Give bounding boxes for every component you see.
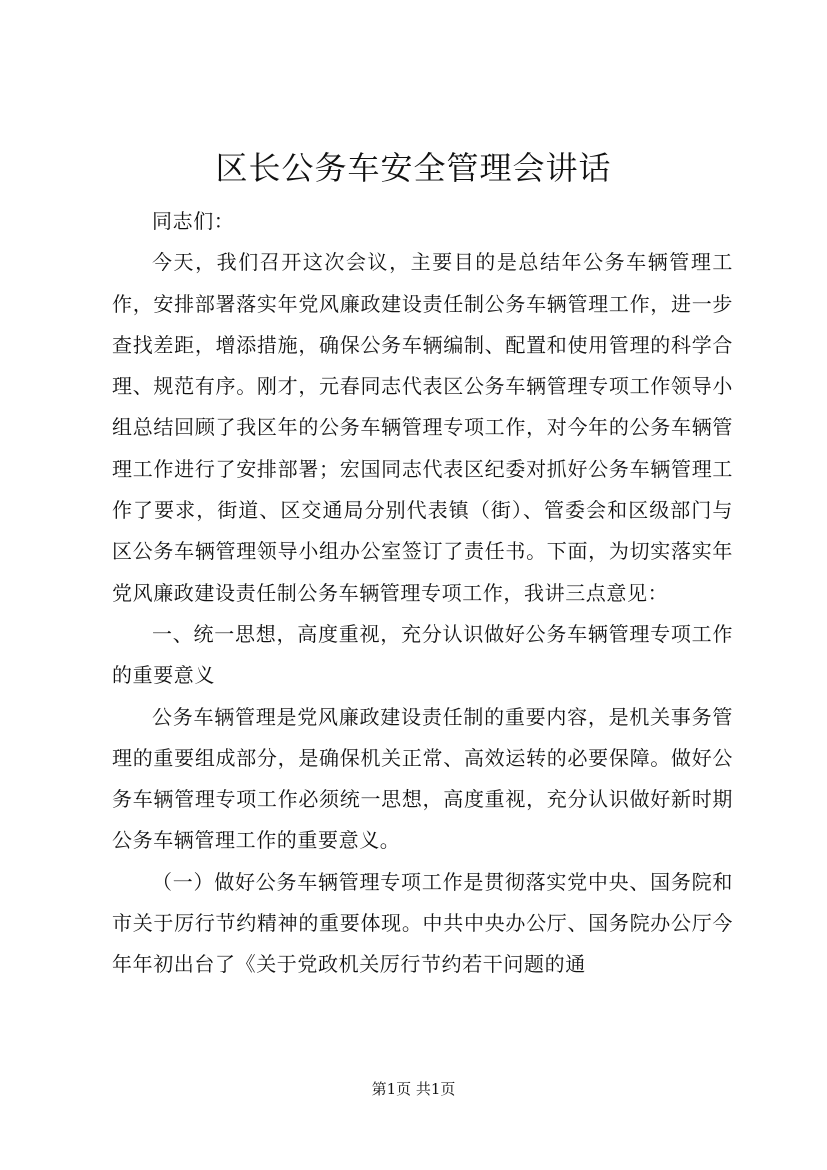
document-title: 区长公务车安全管理会讲话 [215,149,612,187]
intro-paragraph: 今天，我们召开这次会议，主要目的是总结年公务车辆管理工作，安排部署落实年党风廉政建设责任制公务车辆管理工作，进一步查找差距，增添措施，确保公务车辆编制、配置和使用管理的科学合理、规范有序。刚才，元春同志代表区公务车辆管理专项工作领导小组总结回顾了我区年的公务车辆管理专项工作，对今年的公务车辆管理工作进行了安排部署；宏国同志代表区纪委对抓好公务车辆管理工作了要求，街道、区交通局分别代表镇（街）、管委会和区级部门与区公务车辆管理领导小组办公室签订了责任书。下面，为切实落实年党风廉政建设责任制公务车辆管理专项工作，我讲三点意见： [112,250,733,605]
section-heading-1: 一、统一思想，高度重视，充分认识做好公务车辆管理专项工作的重要意义 [112,621,733,688]
body-paragraph: （一）做好公务车辆管理专项工作是贯彻落实党中央、国务院和市关于厉行节约精神的重要体现。中共中央办公厅、国务院办公厅今年年初出台了《关于党政机关厉行节约若干问题的通 [112,869,733,977]
body-paragraph: 公务车辆管理是党风廉政建设责任制的重要内容，是机关事务管理的重要组成部分，是确保机关正常、高效运转的必要保障。做好公务车辆管理专项工作必须统一思想，高度重视，充分认识做好新时期公务车辆管理工作的重要意义。 [112,704,733,853]
document-body [112,201,733,986]
page-number-footer: 第1页 共1页 [371,1080,456,1098]
salutation-paragraph: 同志们： [152,209,235,233]
